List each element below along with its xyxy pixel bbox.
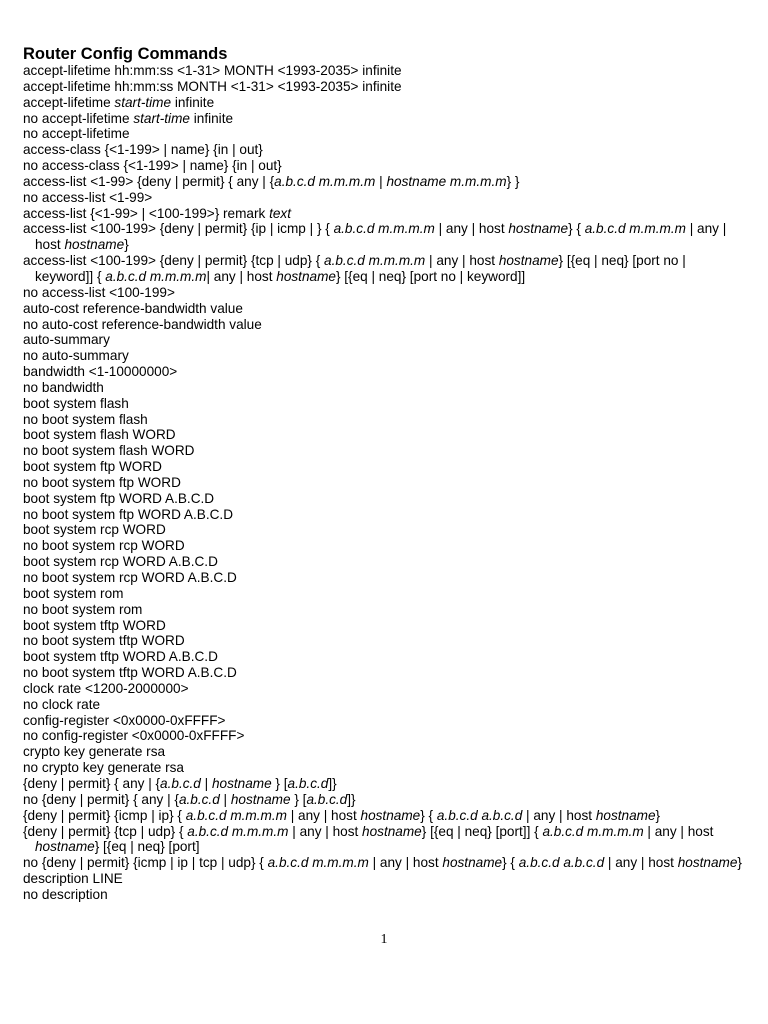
command-line (23, 697, 745, 713)
command-placeholder: a.b.c.d (287, 775, 329, 791)
command-placeholder: a.b.c.d m.m.m.m (324, 253, 426, 269)
command-placeholder: hostname m.m.m.m (386, 173, 507, 189)
command-line (23, 111, 745, 127)
command-line (23, 475, 745, 491)
command-line (23, 253, 745, 285)
command-text: no boot system rcp WORD A.B.C.D (23, 570, 237, 585)
command-line (23, 713, 745, 729)
command-line (23, 824, 745, 856)
command-line (23, 808, 745, 824)
command-line (23, 507, 745, 523)
command-text: access-list <100-199> {deny | permit} {tcp | udp} { (23, 253, 325, 269)
command-line (23, 317, 745, 333)
command-text: crypto key generate rsa (23, 744, 166, 760)
command-placeholder: hostname (442, 855, 503, 871)
command-text: boot system tftp WORD A.B.C.D (23, 649, 218, 665)
command-text: accept-lifetime hh:mm:ss <1-31> MONTH <1993-2035> infinite (23, 63, 402, 78)
command-placeholder: hostname (360, 807, 421, 823)
command-line (23, 174, 745, 190)
command-text: } [{eq | neq} [port]] { (421, 823, 543, 839)
command-line (23, 301, 745, 317)
command-line (23, 221, 745, 253)
command-text: no description (23, 886, 108, 902)
command-text: | any | host (643, 823, 714, 839)
command-text: | (219, 791, 231, 807)
command-line (23, 602, 745, 618)
command-text: | any | host (288, 823, 363, 839)
command-text: | any | host (35, 221, 727, 253)
command-line (23, 618, 745, 634)
command-text: | (375, 173, 387, 189)
command-text: | any | host (425, 253, 499, 269)
command-text: boot system tftp WORD (23, 617, 166, 633)
command-text: } (737, 855, 742, 871)
command-line (23, 792, 745, 808)
command-placeholder: a.b.c.d m.m.m.m (333, 221, 435, 237)
command-text: {deny | permit} {tcp | udp} { (23, 823, 188, 839)
command-text: accept-lifetime (23, 94, 115, 110)
command-text: no auto-summary (23, 348, 129, 364)
command-text: no {deny | permit} {icmp | ip | tcp | udp} { (23, 855, 268, 871)
command-text: no boot system rom (23, 601, 143, 617)
command-list (23, 63, 745, 903)
command-text: } (655, 807, 661, 823)
command-line (23, 776, 745, 792)
command-line (23, 364, 745, 380)
command-placeholder: text (269, 205, 292, 221)
command-placeholder: hostname (677, 855, 738, 871)
command-line (23, 665, 745, 681)
command-line (23, 728, 745, 744)
command-line (23, 681, 745, 697)
command-line (23, 142, 745, 158)
command-text: no boot system tftp WORD (23, 633, 185, 649)
command-text: no access-class {<1-199> | name} {in | out} (23, 158, 282, 174)
command-line (23, 285, 745, 301)
command-text: } { (568, 221, 585, 237)
command-line (23, 63, 745, 79)
command-line (23, 570, 745, 586)
command-line (23, 491, 745, 507)
command-placeholder: a.b.c.d m.m.m.m (584, 221, 686, 237)
command-line (23, 586, 745, 602)
command-line (23, 206, 745, 222)
command-text: ]} (347, 791, 356, 807)
command-line (23, 332, 745, 348)
command-text: boot system flash WORD (23, 427, 176, 443)
document-title: Router Config Commands (23, 45, 228, 63)
command-text: auto-summary (23, 332, 110, 348)
command-placeholder: start-time (114, 94, 172, 110)
command-text: infinite (171, 94, 215, 110)
command-text: bandwidth <1-10000000> (23, 364, 178, 380)
command-placeholder: a.b.c.d m.m.m.m (542, 823, 644, 839)
command-line (23, 459, 745, 475)
command-text: no bandwidth (23, 379, 104, 395)
command-placeholder: a.b.c.d m.m.m.m (267, 855, 369, 871)
command-placeholder: start-time (133, 110, 190, 126)
command-placeholder: a.b.c.d (160, 775, 201, 791)
command-line (23, 649, 745, 665)
command-text: boot system rom (23, 585, 124, 601)
command-text: access-list <100-199> {deny | permit} {ip | icmp | } { (23, 221, 334, 237)
command-placeholder: hostname (35, 839, 95, 855)
command-text: no crypto key generate rsa (23, 760, 184, 776)
command-text: ]} (328, 775, 337, 791)
command-placeholder: a.b.c.d m.m.m.m (185, 807, 287, 823)
command-text: no accept-lifetime (23, 110, 134, 126)
command-text: } { (420, 807, 437, 823)
command-text: no boot system ftp WORD (23, 474, 181, 490)
command-text: no {deny | permit} { any | { (23, 791, 179, 807)
command-placeholder: a.b.c.d a.b.c.d (436, 807, 523, 823)
command-placeholder: hostname (362, 823, 422, 839)
command-text: accept-lifetime hh:mm:ss MONTH <1-31> <1993-2035> infinite (23, 78, 402, 94)
command-text: no accept-lifetime (23, 126, 130, 142)
page-number: 1 (380, 932, 388, 947)
command-text: description LINE (23, 871, 123, 887)
command-text: no boot system ftp WORD A.B.C.D (23, 506, 234, 522)
command-text: boot system flash (23, 395, 129, 411)
command-text: } } (506, 173, 520, 189)
command-text: access-class {<1-199> | name} {in | out} (23, 142, 263, 158)
command-text: | any | host (286, 807, 361, 823)
command-line (23, 744, 745, 760)
command-text: } [{eq | neq} [port no | keyword]] { (35, 253, 686, 284)
command-line (23, 158, 745, 174)
command-line (23, 95, 745, 111)
command-line (23, 190, 745, 206)
command-line (23, 427, 745, 443)
command-text: } (124, 237, 129, 253)
command-line (23, 126, 745, 142)
command-text: boot system rcp WORD (23, 522, 166, 538)
command-line (23, 855, 745, 871)
command-line (23, 554, 745, 570)
command-text: no access-list <1-99> (23, 189, 153, 205)
command-placeholder: a.b.c.d m.m.m.m (187, 823, 289, 839)
command-text: no access-list <100-199> (23, 284, 175, 300)
command-line (23, 538, 745, 554)
command-text: no clock rate (23, 696, 101, 712)
command-placeholder: hostname (595, 807, 656, 823)
command-text: boot system ftp WORD (23, 459, 162, 475)
command-text: | any | host (206, 268, 277, 284)
command-line (23, 79, 745, 95)
command-text: auto-cost reference-bandwidth value (23, 300, 243, 316)
command-text: clock rate <1200-2000000> (23, 680, 189, 696)
command-text: } [{eq | neq} [port] (94, 839, 200, 855)
command-placeholder: hostname (498, 253, 559, 269)
command-line (23, 633, 745, 649)
command-text: } { (502, 855, 519, 871)
command-line (23, 380, 745, 396)
command-text: no boot system rcp WORD (23, 538, 185, 554)
command-text: access-list <1-99> {deny | permit} { any | { (23, 173, 275, 189)
command-text: boot system rcp WORD A.B.C.D (23, 554, 218, 570)
command-text: | any | host (434, 221, 509, 237)
command-placeholder: hostname (276, 268, 336, 284)
command-text: | (200, 775, 212, 791)
command-line (23, 412, 745, 428)
command-text: boot system ftp WORD A.B.C.D (23, 490, 215, 506)
command-placeholder: a.b.c.d a.b.c.d (518, 855, 605, 871)
command-placeholder: hostname (508, 221, 569, 237)
command-placeholder: hostname (211, 775, 272, 791)
command-placeholder: a.b.c.d m.m.m.m (105, 268, 207, 284)
command-text: | any | host (604, 855, 678, 871)
command-line (23, 396, 745, 412)
command-line (23, 760, 745, 776)
command-text: access-list {<1-99> | <100-199>} remark (23, 205, 270, 221)
command-text: | any | host (368, 855, 443, 871)
command-text: infinite (189, 110, 234, 126)
command-text: } [ (290, 791, 307, 807)
command-placeholder: a.b.c.d m.m.m.m (274, 173, 376, 189)
command-line (23, 348, 745, 364)
command-placeholder: a.b.c.d (178, 791, 220, 807)
command-placeholder: hostname (64, 237, 125, 253)
command-line (23, 871, 745, 887)
command-text: no auto-cost reference-bandwidth value (23, 316, 262, 332)
command-line (23, 887, 745, 903)
command-text: config-register <0x0000-0xFFFF> (23, 712, 226, 728)
command-text: {deny | permit} {icmp | ip} { (23, 807, 186, 823)
command-text: no boot system flash (23, 411, 148, 427)
command-line (23, 443, 745, 459)
command-placeholder: hostname (230, 791, 291, 807)
command-text: | any | host (522, 807, 596, 823)
command-line (23, 522, 745, 538)
command-text: no boot system tftp WORD A.B.C.D (23, 665, 237, 681)
command-text: } [{eq | neq} [port no | keyword]] (335, 268, 526, 284)
command-placeholder: a.b.c.d (306, 791, 348, 807)
command-text: } [ (271, 775, 288, 791)
command-text: {deny | permit} { any | { (23, 775, 161, 791)
command-text: no boot system flash WORD (23, 443, 195, 459)
command-text: no config-register <0x0000-0xFFFF> (23, 728, 245, 744)
